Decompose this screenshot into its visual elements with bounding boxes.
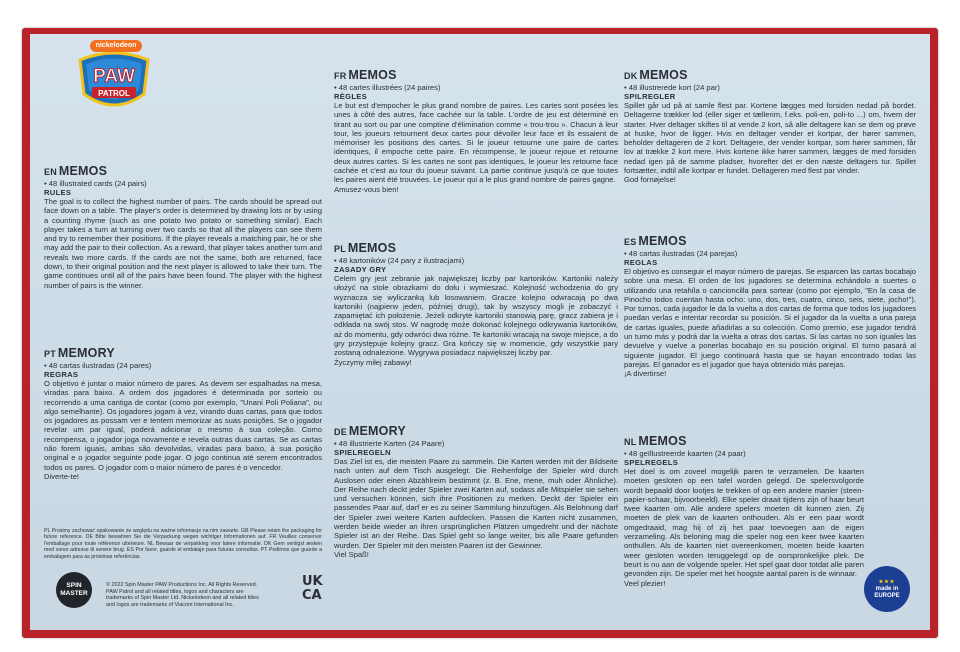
section-pt-label: REGRAS	[44, 370, 79, 379]
section-pl-end: Życzymy miłej zabawy!	[334, 357, 412, 367]
section-dk-subtitle: • 48 illustrerede kort (24 par)	[624, 83, 720, 92]
section-pt-body: O objetivo é juntar o maior número de pares. As devem ser espalhadas na mesa, viradas para baixo. A ordem dos jogadores é determinada por sorteio ou recorrendo a uma cantiga de contar (como por exemplo, "Unani Poli Poliana", ou algo semelhante). Os jogadores jogam à vez, virando duas cartas, para que todos os jogadores as possam ver e tentem memorizar as suas posições. Se o jogador revelar um par igual, poderá adicionar o mesmo à sua coleção. Como recompensa, o jogador joga novamente e revela outras duas cartas. Se as cartas não forem iguais, ambas são devolvidas, viradas para baixo, à sua posição original e o jogador seguinte pode jogar. O jogo continua até serem encontrados todos os pares. O jogador com o maior número de pares é o vencedor.	[44, 379, 322, 472]
section-pl-title: PL MEMOS	[334, 241, 397, 255]
section-pl-subtitle: • 48 kartoników (24 pary z ilustracjami)	[334, 256, 465, 265]
ukca-mark-icon: UK CA	[302, 574, 323, 603]
section-pl-body: Celem gry jest zebranie jak największej liczby par kartoników. Kartoniki należy ułożyć na stole obrazkami do dołu i wymieszać. Kolejność wchodzenia do gry wyznacza się wyliczanką lub losowaniem. Gracze kolejno odwracają po dwa kartoniki (najpierw jeden, później drugi), tak by wszyscy mogli je zobaczyć i zapamiętać ich położenie. Jeżeli odkryte kartoniki stanowią parę, gracz zabiera je i odkłada na swój stos. W nagrodę może dokonać kolejnego odkrywania kartoników, aż do momentu, gdy odwróci dwa różne. Te kartoniki wracają na swoje miejsce, a do gry przystępuje kolejny gracz. Gra kończy się w momencie, gdy wszystkie pary zostaną odnalezione. Wygrywa posiadacz największej liczby par.	[334, 274, 618, 358]
section-nl-title: NL MEMOS	[624, 434, 687, 448]
section-dk-end: God fornøjelse!	[624, 175, 676, 185]
section-es-label: REGLAS	[624, 258, 658, 267]
section-de	[334, 424, 618, 559]
paw-patrol-logo	[70, 38, 158, 118]
section-fr-end: Amusez-vous bien!	[334, 184, 399, 194]
section-en	[44, 164, 322, 290]
section-en-body: The goal is to collect the highest number of pairs. The cards should be spread out face down on a table. The player's order is determined by drawing lots or by using a counting rhyme (such as one potato two potato or something similar). Each player takes a turn at turning over two cards so that all the players can see them and try to remember their positions. If the player reveals a matching pair, he or she may add the pair to their collection. As a reward, that player takes another turn and reveals two more cards. If the cards are not the same, both are returned, face down, to their original position and the next player is allowed to take their turn. The game continues until all of the pairs have been found. The player with the highest number of pairs is the winner.	[44, 197, 322, 290]
paw-text: PAW	[93, 66, 135, 87]
section-fr-body: Le but est d'empocher le plus grand nombre de paires. Les cartes sont posées les unes à côté des autres, face cachée sur la table. L'ordre de jeu est déterminé en tirant au sort ou par une comptine d'élimination comme « trou-trou ». Chacun à leur tour, les joueurs retournent deux cartes pour dévoiler leur face et ils essaient de mémoriser les positions des cartes. Si le joueur retourne une paire de cartes identiques, il empoche cette paire. En récompense, le joueur rejoue et retourne deux autres cartes. Si les cartes ne sont pas identiques, le joueur les retourne face cachée et c'est au tour du joueur suivant. La partie continue jusqu'à ce que toutes les paires aient été trouvées. Le joueur qui a le plus grand nombre de paires gagne.	[334, 101, 618, 185]
instructions-panel	[30, 34, 930, 630]
section-es-title: ES MEMOS	[624, 234, 687, 248]
section-de-body: Das Ziel ist es, die meisten Paare zu sammeln. Die Karten werden mit der Bildseite nach unten auf dem Tisch ausgelegt. Die Reihenfolge der Spieler wird durch Auslosen oder einen Abzählreim bestimmt (z. B. Ene, mene, muh oder Ähnliche). Der Reihe nach deckt jeder Spieler zwei Karten auf, sodass alle Mitspieler sie sehen und versuchen können, sich ihre Positionen zu merken. Deckt der Spieler ein passendes Paar auf, darf er es zu seiner Sammlung hinzufügen. Als Belohnung darf der Spieler zwei weitere Karten aufdecken. Passen die Karten nicht zusammen, werden beide wieder an ihren ursprünglichen Plätzen umgedreht und der nächste Spieler ist an der Reihe. Das Spiel geht so lange weiter, bis alle Paare gefunden wurden. Der Spieler mit den meisten Paaren ist der Gewinner.	[334, 457, 618, 550]
section-pl	[334, 241, 618, 367]
section-es-body: El objetivo es conseguir el mayor número de parejas. Se esparcen las cartas bocabajo sobre una mesa. El orden de los jugadores se determina echándolo a suertes o utilizando una retahíla o cancioncilla para sortear (como por ejemplo, "En la casa de Pinocho todos cuentan hasta ocho: uno, dos, tres, cuatro, cinco, seis, siete, jocho!"). Por turnos, cada jugador le da la vuelta a dos cartas de forma que todos los jugadores puedan verlas e intentar recordar su posición. Si el jugador da la vuelta a una pareja de cartas iguales, puede añadirlas a su colección. Como premio, ese jugador tendrá un turno más y podrá dar la vuelta a otras dos cartas. Si las cartas no son iguales las devuelve y vuelve a ponerlas bocabajo en su posición original. El turno pasará al siguiente jugador. El juego continuará hasta que se hayan encontrado todas las parejas. El ganador es el jugador que haya obtenido más parejas.	[624, 267, 916, 369]
section-en-subtitle: • 48 illustrated cards (24 pairs)	[44, 179, 147, 188]
copyright-text: © 2022 Spin Master PAW Productions Inc. All Rights Reserved. PAW Patrol and all related titles, logos and characters are trademarks of Spin Master Ltd. Nickelodeon and all related titles and logos are trademarks of Viacom International Inc.	[106, 582, 259, 608]
section-es	[624, 234, 916, 379]
eu-stars-icon: ★★★	[878, 578, 896, 585]
packaging-notice	[44, 528, 322, 560]
section-en-title: EN MEMOS	[44, 164, 108, 178]
packaging-notice-text: PL Prosimy zachować opakowanie ze względu na ważne informacje na nim zawarte. GB Please retain the packaging for future reference. DE Bitte bewahren Sie die Verpackung wegen wichtiger Informationen auf. FR Veuillez conserver l'emballage pour toute référence ultérieure. NL Bewaar de verpakking voor latere informatie. DK Gem venligst æsken med vores adresse til senere brug. ES Por favor, guarde el embalaje para futuras consultas. PT Pedimos que guarde a embalagem para as próximas referências.	[44, 528, 322, 560]
section-fr	[334, 68, 618, 194]
section-de-end: Viel Spaß!	[334, 549, 369, 559]
section-nl-label: SPELREGELS	[624, 458, 679, 467]
section-nl-body: Het doel is om zoveel mogelijk paren te verzamelen. De kaarten moeten gesloten op een tafel worden gelegd. De spelersvolgorde wordt bepaald door lootjes te trekken of op een andere manier (steen-papier-schaar, bijvoorbeeld). Elke speler draait tijdens zijn of haar beurt twee kaarten om. Alle andere spelers moeten dit kunnen zien. Zij moeten de plek van de kaarten onthouden. Als er een paar wordt omgedraaid, mag hij of zij het paar toevoegen aan de eigen verzameling. Als beloning mag die speler nog een keer twee kaarten onthullen. Als de kaarten niet overeenkomen, moeten beide kaarten weer gesloten worden teruggelegd op de oorspronkelijke plek. De beurt is nu aan de volgende speler. Het spel gaat door totdat alle paren gevonden zijn. De speler met het hoogste aantal paren is de winnaar.	[624, 467, 864, 579]
section-dk-label: SPILREGLER	[624, 92, 676, 101]
section-nl-end: Veel plezier!	[624, 578, 666, 588]
section-nl	[624, 434, 916, 588]
section-dk-body: Spillet går ud på at samle flest par. Kortene lægges med forsiden nedad på bordet. Deltagerne trækker lod (eller siger et tællerim, f.eks. poli-en, poli-to ...) om, hvem der starter. Hver deltager skiftes til at vende 2 kort, så alle deltagere kan se dem og prøve at huske, hvor de ligger. Hvis en deltager vender et kortpar, der hører sammen, beholder deltageren de 2 kort. Deltagere, der vender kortpar, som hører sammen, får lov at trække 2 kort mere. Hvis kortene ikke hører sammen, lægges de med forsiden nedad igen på de samme pladser, hvorefter det er den næste deltagers tur. Spillet fortsætter, indtil alle kortpar er fundet. Deltageren med flest par vinder.	[624, 101, 916, 176]
section-es-subtitle: • 48 cartas ilustradas (24 parejas)	[624, 249, 738, 258]
spin-master-logo: SPIN MASTER	[56, 572, 92, 608]
section-pt	[44, 346, 322, 481]
section-es-end: ¡A divertirse!	[624, 369, 667, 379]
section-fr-subtitle: • 48 cartes illustrées (24 paires)	[334, 83, 441, 92]
section-pl-label: ZASADY GRY	[334, 265, 387, 274]
patrol-text: PATROL	[98, 89, 130, 98]
section-dk-title: DK MEMOS	[624, 68, 688, 82]
nickelodeon-logo: nickelodeon	[90, 40, 142, 52]
section-pt-end: Diverte-te!	[44, 471, 80, 481]
section-de-label: SPIELREGELN	[334, 448, 391, 457]
section-fr-title: FR MEMOS	[334, 68, 397, 82]
section-dk	[624, 68, 916, 185]
section-fr-label: RÈGLES	[334, 92, 368, 101]
made-in-europe-badge-icon: ★★★ made in EUROPE	[864, 566, 910, 612]
section-nl-subtitle: • 48 geïllustreerde kaarten (24 paar)	[624, 449, 746, 458]
section-de-title: DE MEMORY	[334, 424, 406, 438]
section-en-label: RULES	[44, 188, 72, 197]
section-de-subtitle: • 48 illustrierte Karten (24 Paare)	[334, 439, 445, 448]
section-pt-subtitle: • 48 cartas ilustradas (24 pares)	[44, 361, 152, 370]
section-pt-title: PT MEMORY	[44, 346, 115, 360]
